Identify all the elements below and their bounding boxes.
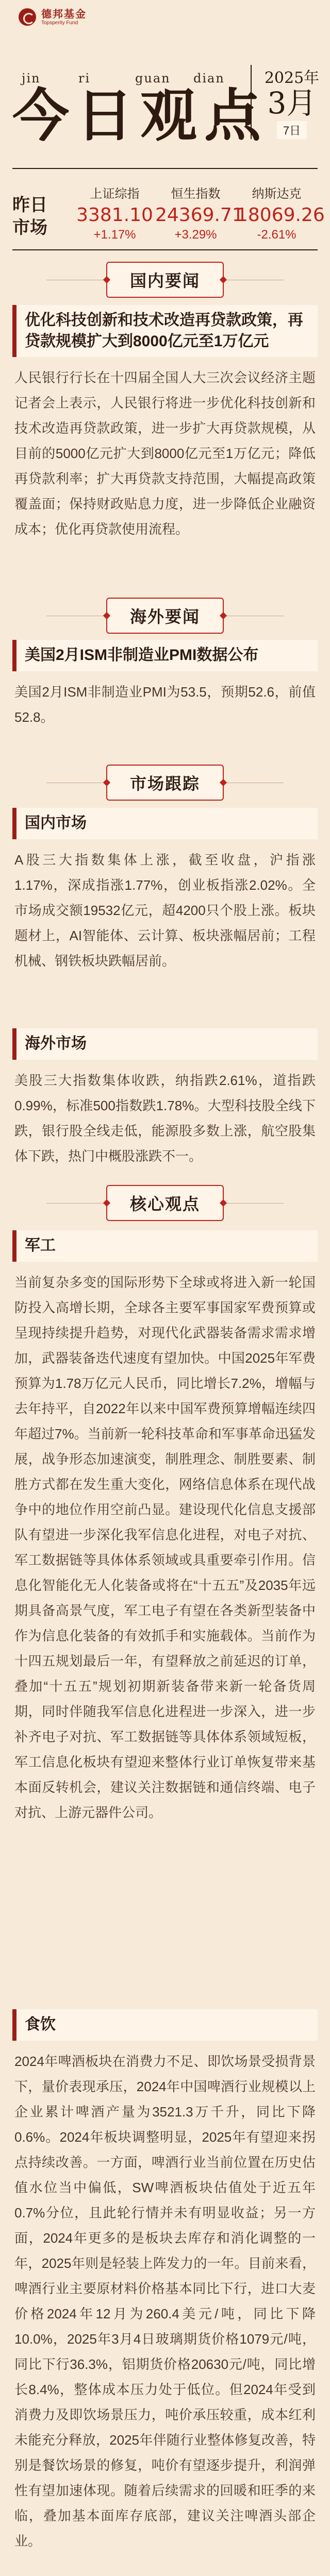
brand-name-en: Topsperity Fund: [41, 20, 78, 26]
section-domestic-news: [0, 262, 330, 298]
date-year: 2025年: [264, 69, 320, 87]
date-box: [251, 65, 325, 139]
brand-logo-icon: [19, 8, 36, 26]
food-beverage-body: 2024年啤酒板块在消费力不足、即饮场景受损背景下，量价表现承压，2024年中国啤酒行业规模以上企业累计啤酒产量为3521.3万千升，同比下降0.6%。2024年板块调整明显，2025年有望迎来拐点持续改善。一方面，啤酒行业当前位置在历史估值水位当中偏低，SW啤酒板块估值处于近五年0.7%分位，且此轮行情并未有明显收益；另一方面，2024年更多的是板块去库存和消化调整的一年，2025年则是轻装上阵发力的一年。目前来看，啤酒行业主要原材料价格基本同比下行，进口大麦价格2024年12月为260.4美元/吨，同比下降10.0%，2025年3月4日玻璃期货价格1079元/吨，同比下行36.3%，铝期货价格20630元/吨，同比增长8.4%，整体成本压力处于低位。但2024年受到消费力及即饮场景压力，吨价承压较重，成本红利未能充分释放，2025年伴随行业整体修复改善，特别是餐饮场景的修复，吨价有望逐步提升，利润弹性有望加速体现。随着后续需求的回暖和旺季的来临，叠加基本面库存底部，建议关注啤酒头部企业。: [14, 2053, 316, 2549]
domestic-market-title: 国内市场: [12, 808, 318, 839]
index-nasdaq: 纳斯达克 18069.26 -2.61%: [236, 187, 325, 242]
domestic-news-headline: 优化科技创新和技术改造再贷款政策，再贷款规模扩大到8000亿元至1万亿元: [12, 305, 318, 357]
pinyin-dian: dian: [193, 71, 225, 86]
domestic-market-body: A股三大指数集体上涨，截至收盘，沪指涨1.17%，深成指涨1.77%，创业板指涨2.02%。全市场成交额19532亿元，超4200只个股上涨。板块题材上，AI智能体、云计算、板块涨幅居前；工程机械、钢铁板块跌幅居前。: [14, 852, 316, 969]
military-block: [12, 1230, 318, 1825]
date-month: 3月: [267, 86, 317, 121]
market-divider: [12, 249, 318, 250]
brand-name-cn: 德邦基金: [41, 8, 87, 20]
pinyin-guan: guan: [135, 71, 171, 86]
domestic-news-body: 人民银行行长在十四届全国人大三次会议经济主题记者会上表示，人民银行将进一步优化科技创新和技术改造再贷款政策，进一步扩大再贷款规模，从目前的5000亿元扩大到8000亿元至1万亿元；降低再贷款利率；扩大再贷款支持范围，大幅提高政策覆盖面；保持财政贴息力度，进一步降低企业融资成本；优化再贷款使用流程。: [14, 370, 316, 537]
section-market-tracking: [0, 765, 330, 801]
index-shanghai: 上证综指 3381.10 +1.17%: [76, 187, 153, 242]
date-day: 7日: [277, 121, 307, 139]
section-core-views: [0, 1185, 330, 1221]
military-title: 军工: [12, 1230, 318, 1262]
section-title: 市场跟踪: [106, 765, 224, 801]
market-label: 昨日 市场: [12, 195, 47, 238]
food-beverage-title: 食饮: [12, 2009, 318, 2041]
header-divider: [12, 168, 318, 169]
brand-logo: [19, 8, 87, 26]
section-title: 海外要闻: [106, 598, 224, 634]
section-title: 国内要闻: [106, 262, 224, 298]
market-snapshot: [12, 183, 325, 242]
section-overseas-news: [0, 598, 330, 634]
food-beverage-block: [12, 2009, 318, 2554]
section-title: 核心观点: [106, 1185, 224, 1221]
overseas-market-title: 海外市场: [12, 1028, 318, 1060]
overseas-market-block: [12, 1028, 318, 1169]
index-hangseng: 恒生指数 24369.71 +3.29%: [155, 187, 244, 242]
domestic-news-block: [12, 305, 318, 542]
page-title: 今日观点: [12, 82, 268, 149]
pinyin-ri: ri: [78, 71, 91, 86]
overseas-news-body: 美国2月ISM非制造业PMI为53.5，预期52.6，前值52.8。: [14, 684, 316, 725]
military-body: 当前复杂多变的国际形势下全球或将进入新一轮国防投入高增长期，全球各主要军事国家军费预算或呈现持续提升趋势，对现代化武器装备需求需求增加，武器装备迭代速度有望加快。中国2025年军费预算为1.78万亿元人民币，同比增长7.2%，增幅与去年持平，自2022年以来中国军费预算增幅连续四年超过7%。当前新一轮科技革命和军事革命迅猛发展，战争形态加速演变，制胜理念、制胜要素、制胜方式都在发生重大变化，网络信息体系在现代战争中的地位作用空前凸显。建设现代化信息支援部队有望进一步深化我军信息化进程，对电子对抗、军工数据链等具体体系领域或具重要牵引作用。信息化智能化无人化装备或将在“十五五”及2035年远期具备高景气度，军工电子有望在各类新型装备中作为信息化装备的有效抓手和实施载体。当前作为十四五规划最后一年，有望释放之前延迟的订单，叠加“十五五”规划初期新装备带来新一轮备货周期，同时伴随我军信息化进程进一步深入，进一步补齐电子对抗、军工数据链等具体体系领域短板，军工信息化板块有望迎来整体行业订单恢复带来基本面反转机会，建议关注数据链和通信终端、电子对抗、上游元器件公司。: [14, 1274, 316, 1820]
overseas-news-block: [12, 640, 318, 730]
domestic-market-block: [12, 808, 318, 974]
overseas-news-headline: 美国2月ISM非制造业PMI数据公布: [12, 640, 318, 671]
pinyin-jin: jin: [22, 71, 41, 86]
overseas-market-body: 美股三大指数集体收跌，纳指跌2.61%，道指跌0.99%，标准500指数跌1.78%。大型科技股全线下跌，银行股全线走低，能源股多数上涨，航空股集体下跌，热门中概股涨跌不一。: [14, 1072, 316, 1164]
